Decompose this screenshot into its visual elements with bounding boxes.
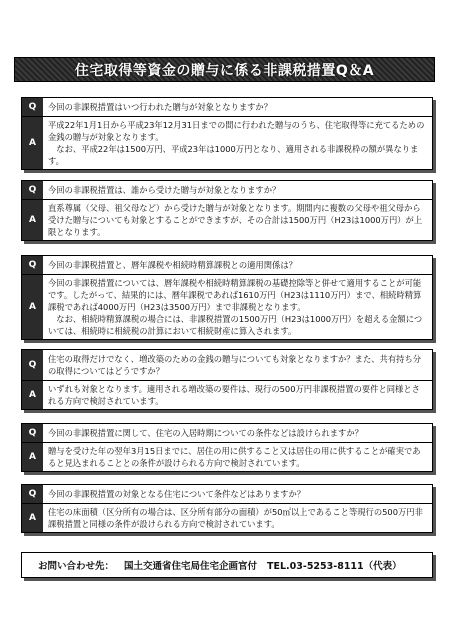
a-badge: A bbox=[22, 117, 43, 169]
answer-row bbox=[22, 443, 432, 471]
question-row bbox=[22, 485, 432, 504]
q-badge: Q bbox=[22, 256, 43, 274]
a-badge: A bbox=[22, 381, 43, 409]
answer-row bbox=[22, 504, 432, 532]
question-text: 今回の非課税措置の対象となる住宅について条件などはありますか？ bbox=[48, 489, 306, 499]
a-badge: A bbox=[22, 200, 43, 240]
answer-row bbox=[22, 275, 432, 339]
question-row bbox=[22, 350, 432, 381]
answer-row bbox=[22, 200, 432, 240]
answer-text: 住宅の床面積（区分所有の場合は、区分所有部分の面積）が50㎡以上であること等現行の500万円非課税措置と同様の条件が設けられる方向で検討されています。 bbox=[48, 507, 423, 529]
answer-text: 今回の非課税措置については、暦年課税や相続時精算課税の基礎控除等と併せて適用することが可能です。したがって、結果的には、暦年課税であれば1610万円（H23は1110万円）まで、相続時精算課税であれば4000万円（H23は3500万円）まで非課税となります。 なお、相続時精算課税の場合には、非課税措置の1500万円（H23は1000万円）を超える金額については、相続時に相続税の計算において相続財産に算入されます。 bbox=[48, 278, 423, 336]
answer-text: 直系尊属（父母、祖父母など）から受けた贈与が対象となります。期間内に複数の父母や祖父母から受けた贈与についても対象とすることができますが、その合計は1500万円（H23は1000万円）が上限となります。 bbox=[48, 203, 423, 237]
question-text: 今回の非課税措置と、暦年課税や相続時精算課税との適用関係は？ bbox=[48, 260, 297, 270]
qa-block-3 bbox=[21, 255, 433, 340]
contact-label: お問い合わせ先： bbox=[38, 561, 115, 572]
a-badge: A bbox=[22, 443, 43, 471]
qa-block-2 bbox=[21, 180, 433, 241]
a-badge: A bbox=[22, 504, 43, 532]
question-row bbox=[22, 181, 432, 200]
question-row bbox=[22, 98, 432, 117]
qa-block-1 bbox=[21, 97, 433, 170]
contact-tel: TEL.03-5253-8111（代表） bbox=[267, 561, 402, 572]
answer-row bbox=[22, 117, 432, 169]
contact-org: 国土交通省住宅局住宅企画官付 bbox=[124, 561, 258, 572]
qa-block-4 bbox=[21, 349, 433, 410]
qa-block-6 bbox=[21, 484, 433, 533]
answer-row bbox=[22, 381, 432, 409]
a-badge: A bbox=[22, 275, 43, 339]
page-title: 住宅取得等資金の贈与に係る非課税措置Q＆A bbox=[14, 57, 435, 82]
answer-text: いずれも対象となります。適用される増改築の要件は、現行の500万円非課税措置の要件と同様とされる方向で検討されています。 bbox=[48, 384, 420, 406]
question-text: 今回の非課税措置は、誰から受けた贈与が対象となりますか？ bbox=[48, 185, 281, 195]
q-badge: Q bbox=[22, 485, 43, 503]
q-badge: Q bbox=[22, 181, 43, 199]
q-badge: Q bbox=[22, 424, 43, 442]
question-text: 今回の非課税措置に関して、住宅の入居時期についての条件などは設けられますか？ bbox=[48, 428, 363, 438]
q-badge: Q bbox=[22, 350, 43, 380]
question-text: 今回の非課税措置はいつ行われた贈与が対象となりますか？ bbox=[48, 102, 273, 112]
answer-text: 贈与を受けた年の翌年3月15日までに、居住の用に供すること又は居住の用に供することが確実であると見込まれることとの条件が設けられる方向で検討されています。 bbox=[48, 446, 421, 468]
question-row bbox=[22, 256, 432, 275]
qa-block-5 bbox=[21, 423, 433, 472]
contact-box bbox=[21, 552, 433, 578]
question-text: 住宅の取得だけでなく、増改築のための金銭の贈与についても対象となりますか？また、共有持ち分の取得についてはどうですか？ bbox=[48, 354, 422, 376]
q-badge: Q bbox=[22, 98, 43, 116]
answer-text: 平成22年1月1日から平成23年12月31日までの間に行われた贈与のうち、住宅取得等に充てるための金銭の贈与が対象となります。 なお、平成22年は1500万円、平成23年は1000万円となり、適用される非課税枠の額が異なります。 bbox=[48, 120, 425, 166]
question-row bbox=[22, 424, 432, 443]
